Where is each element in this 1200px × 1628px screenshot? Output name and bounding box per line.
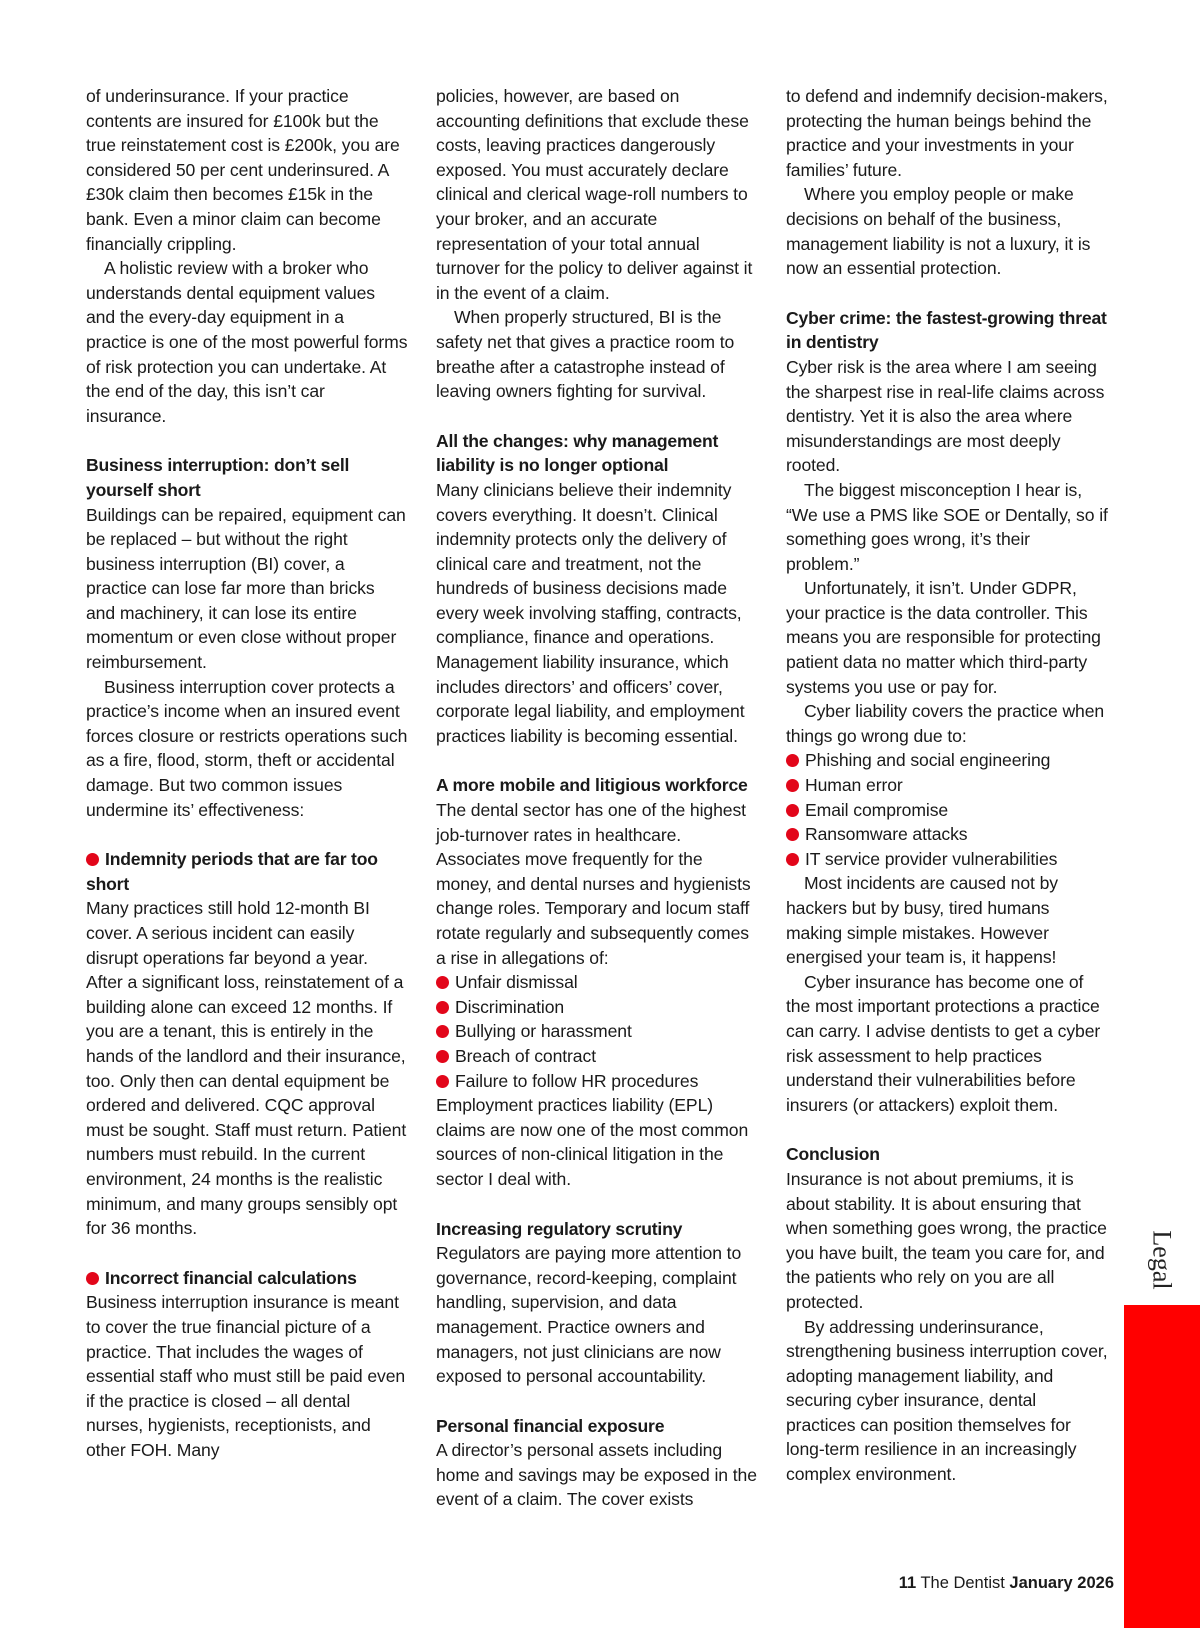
bullet-dot-icon [786,754,799,767]
bullet-dot-icon [436,1050,449,1063]
article-column-1 [86,84,408,1462]
bullet-dot-icon [436,976,449,989]
bullet-dot-icon [436,1075,449,1088]
bullet-dot-icon [786,828,799,841]
issue-date: January 2026 [1009,1574,1114,1592]
paragraph: policies, however, are based on accounting definitions that exclude these costs, leaving practices dangerously exposed. You must accurately declare clinical and clerical wage-roll numbers to your broker, and an accurate representation of your total annual turnover for the policy to deliver against it in the event of a claim. [436,86,753,303]
paragraph: Many practices still hold 12-month BI cover. A serious incident can easily disrupt operations far beyond a year. After a significant loss, reinstatement of a building alone can exceed 12 months. If you are a tenant, this is entirely in the hands of the landlord and their insurance, too. Only then can dental equipment be ordered and delivered. CQC approval must be sought. Staff must return. Patient numbers must rebuild. In the current environment, 24 months is the realistic minimum, and many groups sensibly opt for 36 months. [86,898,407,1239]
subheading-text: Incorrect financial calculations [105,1267,357,1288]
list-item: Unfair dismissal [436,970,758,995]
bullet-dot-icon [436,1001,449,1014]
page-number: 11 [898,1574,917,1592]
subheading-financial-calculations [86,1266,408,1291]
article-column-3 [786,84,1108,1487]
list-item: Phishing and social engineering [786,748,1108,773]
bullet-dot-icon [436,1025,449,1038]
bullet-dot-icon [86,1272,99,1285]
list-item: Bullying or harassment [436,1019,758,1044]
paragraph: of underinsurance. If your practice contents are insured for £100k but the true reinstatement cost is £200k, you are considered 50 per cent underinsured. A £30k claim then becomes £15k in the bank. Even a minor claim can become financially crippling. [86,86,400,254]
paragraph: When properly structured, BI is the safety net that gives a practice room to breathe after a catastrophe instead of leaving owners fighting for survival. [436,307,735,402]
article-column-2 [436,84,758,1512]
section-heading-business-interruption: Business interruption: don’t sell yourself short [86,455,350,500]
list-item: Breach of contract [436,1044,758,1069]
paragraph: The biggest misconception I hear is, “We use a PMS like SOE or Dentally, so if something goes wrong, it’s their problem.” [786,479,1108,574]
list-item: Human error [786,773,1108,798]
paragraph: Cyber risk is the area where I am seeing the sharpest rise in real-life claims across dentistry. Yet it is also the area where misunderstandings are most deeply rooted. [786,356,1105,476]
section-heading-personal-exposure: Personal financial exposure [436,1415,665,1436]
paragraph: Cyber insurance has become one of the most important protections a practice can carry. I advise dentists to get a cyber risk assessment to help practices understand their vulnerabilities before insurers (or attackers) exploit them. [786,971,1101,1115]
section-heading-conclusion: Conclusion [786,1144,880,1165]
list-item: Failure to follow HR procedures [436,1069,758,1094]
list-item: IT service provider vulnerabilities [786,847,1108,872]
paragraph: Where you employ people or make decisions on behalf of the business, management liability is not a luxury, it is now an essential protection. [786,184,1091,279]
subheading-text: Indemnity periods that are far too short [86,849,378,894]
list-item: Discrimination [436,995,758,1020]
section-heading-mobile-workforce: A more mobile and litigious workforce [436,775,748,796]
paragraph: Employment practices liability (EPL) claims are now one of the most common sources of non-clinical litigation in the sector I deal with. [436,1095,749,1189]
bullet-dot-icon [786,853,799,866]
cyber-risks-list [786,748,1108,871]
bullet-dot-icon [786,779,799,792]
subheading-indemnity-periods [86,847,408,896]
section-tab-label: Legal [1148,1230,1177,1290]
paragraph: Unfortunately, it isn’t. Under GDPR, your practice is the data controller. This means you are responsible for protecting patient data no matter which third-party systems you use or pay for. [786,578,1101,697]
paragraph: A director’s personal assets including home and savings may be exposed in the event of a claim. The cover exists [436,1440,757,1510]
section-heading-cyber-crime: Cyber crime: the fastest-growing threat in dentistry [786,307,1107,353]
paragraph: Buildings can be repaired, equipment can be replaced – but without the right business interruption (BI) cover, a practice can lose far more than bricks and machinery, it can lose its entire momentum or even close without proper reimbursement. [86,504,406,673]
publication-name: The Dentist [920,1574,1005,1592]
allegations-list [436,970,758,1093]
bullet-dot-icon [786,804,799,817]
bullet-dot-icon [86,853,99,866]
paragraph: By addressing underinsurance, strengthening business interruption cover, adopting management liability, and securing cyber insurance, dental practices can position themselves for long-term resilience in an increasingly complex environment. [786,1316,1108,1485]
paragraph: Business interruption insurance is meant to cover the true financial picture of a practice. That includes the wages of essential staff who must still be paid even if the practice is closed – all dental nurses, hygienists, receptionists, and other FOH. Many [86,1292,406,1460]
paragraph: The dental sector has one of the highest job-turnover rates in healthcare. Associates move frequently for the money, and dental nurses and hygienists change roles. Temporary and locum staff rotate regularly and subsequently comes a rise in allegations of: [436,800,751,968]
paragraph: Cyber liability covers the practice when things go wrong due to: [786,701,1105,746]
page-footer [899,1574,1114,1593]
paragraph: Regulators are paying more attention to governance, record-keeping, complaint handling, supervision, and data management. Practice owners and managers, not just clinicians are now exposed to personal accountability. [436,1243,742,1387]
paragraph: Business interruption cover protects a practice’s income when an insured event forces closure or restricts operations such as a fire, flood, storm, theft or accidental damage. But two common issues undermine its’ effectiveness: [86,676,408,820]
accent-side-bar [1124,1305,1200,1628]
list-item: Email compromise [786,798,1108,823]
paragraph: Insurance is not about premiums, it is about stability. It is about ensuring that when something goes wrong, the practice you have built, the team you care for, and the patients who rely on you are all protected. [786,1168,1107,1312]
list-item: Ransomware attacks [786,822,1108,847]
paragraph: A holistic review with a broker who understands dental equipment values and the every-day equipment in a practice is one of the most powerful forms of risk protection you can undertake. At the end of the day, this isn’t car insurance. [86,258,408,426]
paragraph: to defend and indemnify decision-makers, protecting the human beings behind the practice and your investments in your families’ future. [786,86,1108,180]
section-tab [1124,1222,1200,1298]
paragraph: Most incidents are caused not by hackers but by busy, tired humans making simple mistakes. However energised your team is, it happens! [786,873,1059,968]
section-heading-regulatory-scrutiny: Increasing regulatory scrutiny [436,1218,683,1239]
paragraph: Many clinicians believe their indemnity covers everything. It doesn’t. Clinical indemnity protects only the delivery of clinical care and treatment, not the hundreds of business decisions made every week involving staffing, contracts, compliance, finance and operations. Management liability insurance, which includes directors’ and officers’ cover, corporate legal liability, and employment practices liability is becoming essential. [436,479,745,746]
section-heading-management-liability: All the changes: why management liability is no longer optional [436,430,719,476]
